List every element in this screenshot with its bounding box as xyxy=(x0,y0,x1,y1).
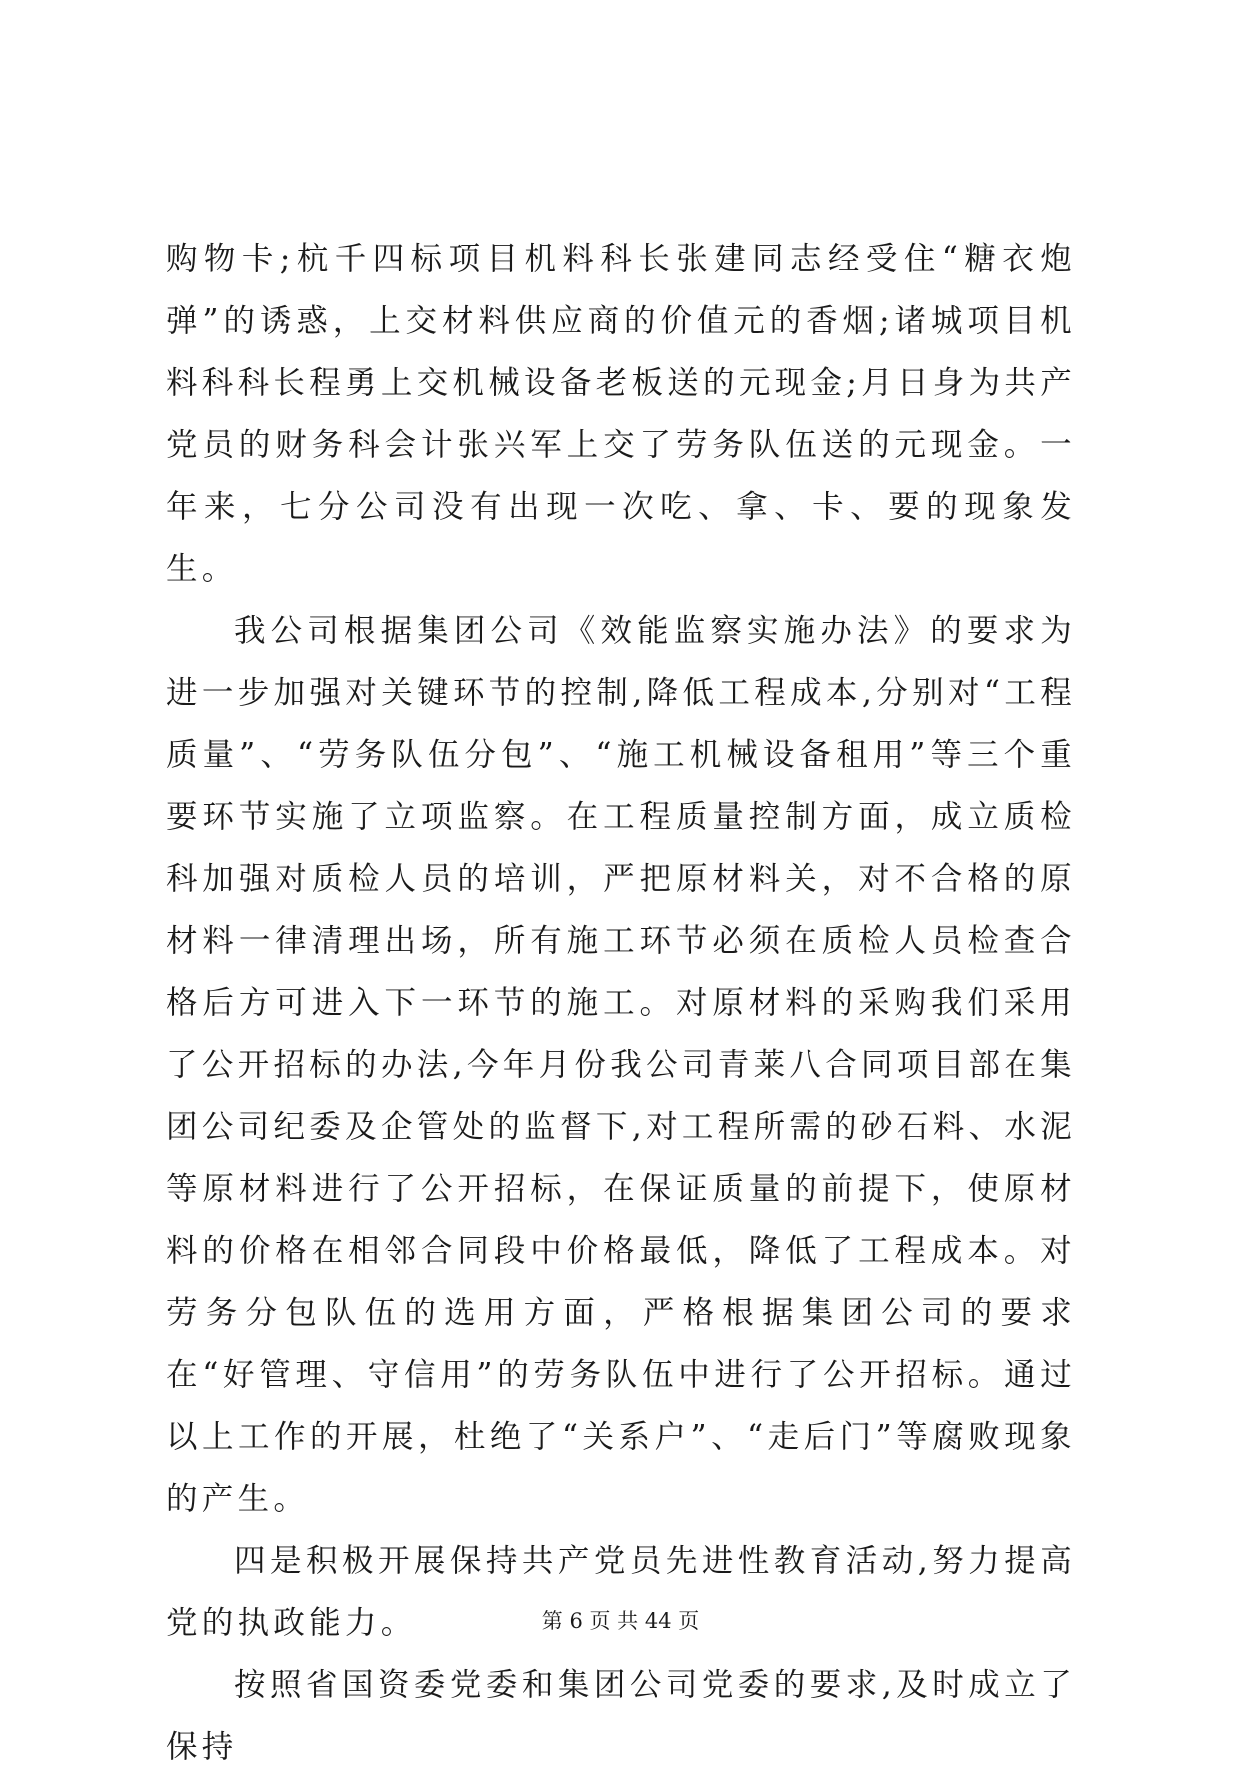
paragraph-efficiency-supervision: 我公司根据集团公司《效能监察实施办法》的要求为进一步加强对关键环节的控制,降低工程成本,分别对“工程质量”、“劳务队伍分包”、“施工机械设备租用”等三个重要环节实施了立项监察。在工程质量控制方面，成立质检科加强对质检人员的培训，严把原材料关，对不合格的原材料一律清理出场，所有施工环节必须在质检人员检查合格后方可进入下一环节的施工。对原材料的采购我们采用了公开招标的办法,今年月份我公司青莱八合同项目部在集团公司纪委及企管处的监督下,对工程所需的砂石料、水泥等原材料进行了公开招标，在保证质量的前提下，使原材料的价格在相邻合同段中价格最低，降低了工程成本。对劳务分包队伍的选用方面，严格根据集团公司的要求在“好管理、守信用”的劳务队伍中进行了公开招标。通过以上工作的开展，杜绝了“关系户”、“走后门”等腐败现象的产生。 xyxy=(166,613,1076,1517)
document-body xyxy=(166,228,1076,1778)
page-number-footer: 第 6 页 共 44 页 xyxy=(541,1609,700,1633)
paragraph-continued: 购物卡;杭千四标项目机料科长张建同志经受住“糖衣炮弹”的诱惑，上交材料供应商的价值元的香烟;诸城项目机料科科长程勇上交机械设备老板送的元现金;月日身为共产党员的财务科会计张兴军上交了劳务队伍送的元现金。一年来，七分公司没有出现一次吃、拿、卡、要的现象发生。 xyxy=(166,241,1076,587)
paragraph-provincial-requirements: 按照省国资委党委和集团公司党委的要求,及时成立了保持 xyxy=(166,1667,1076,1765)
paragraph-party-education: 四是积极开展保持共产党员先进性教育活动,努力提高党的执政能力。 xyxy=(166,1543,1076,1641)
